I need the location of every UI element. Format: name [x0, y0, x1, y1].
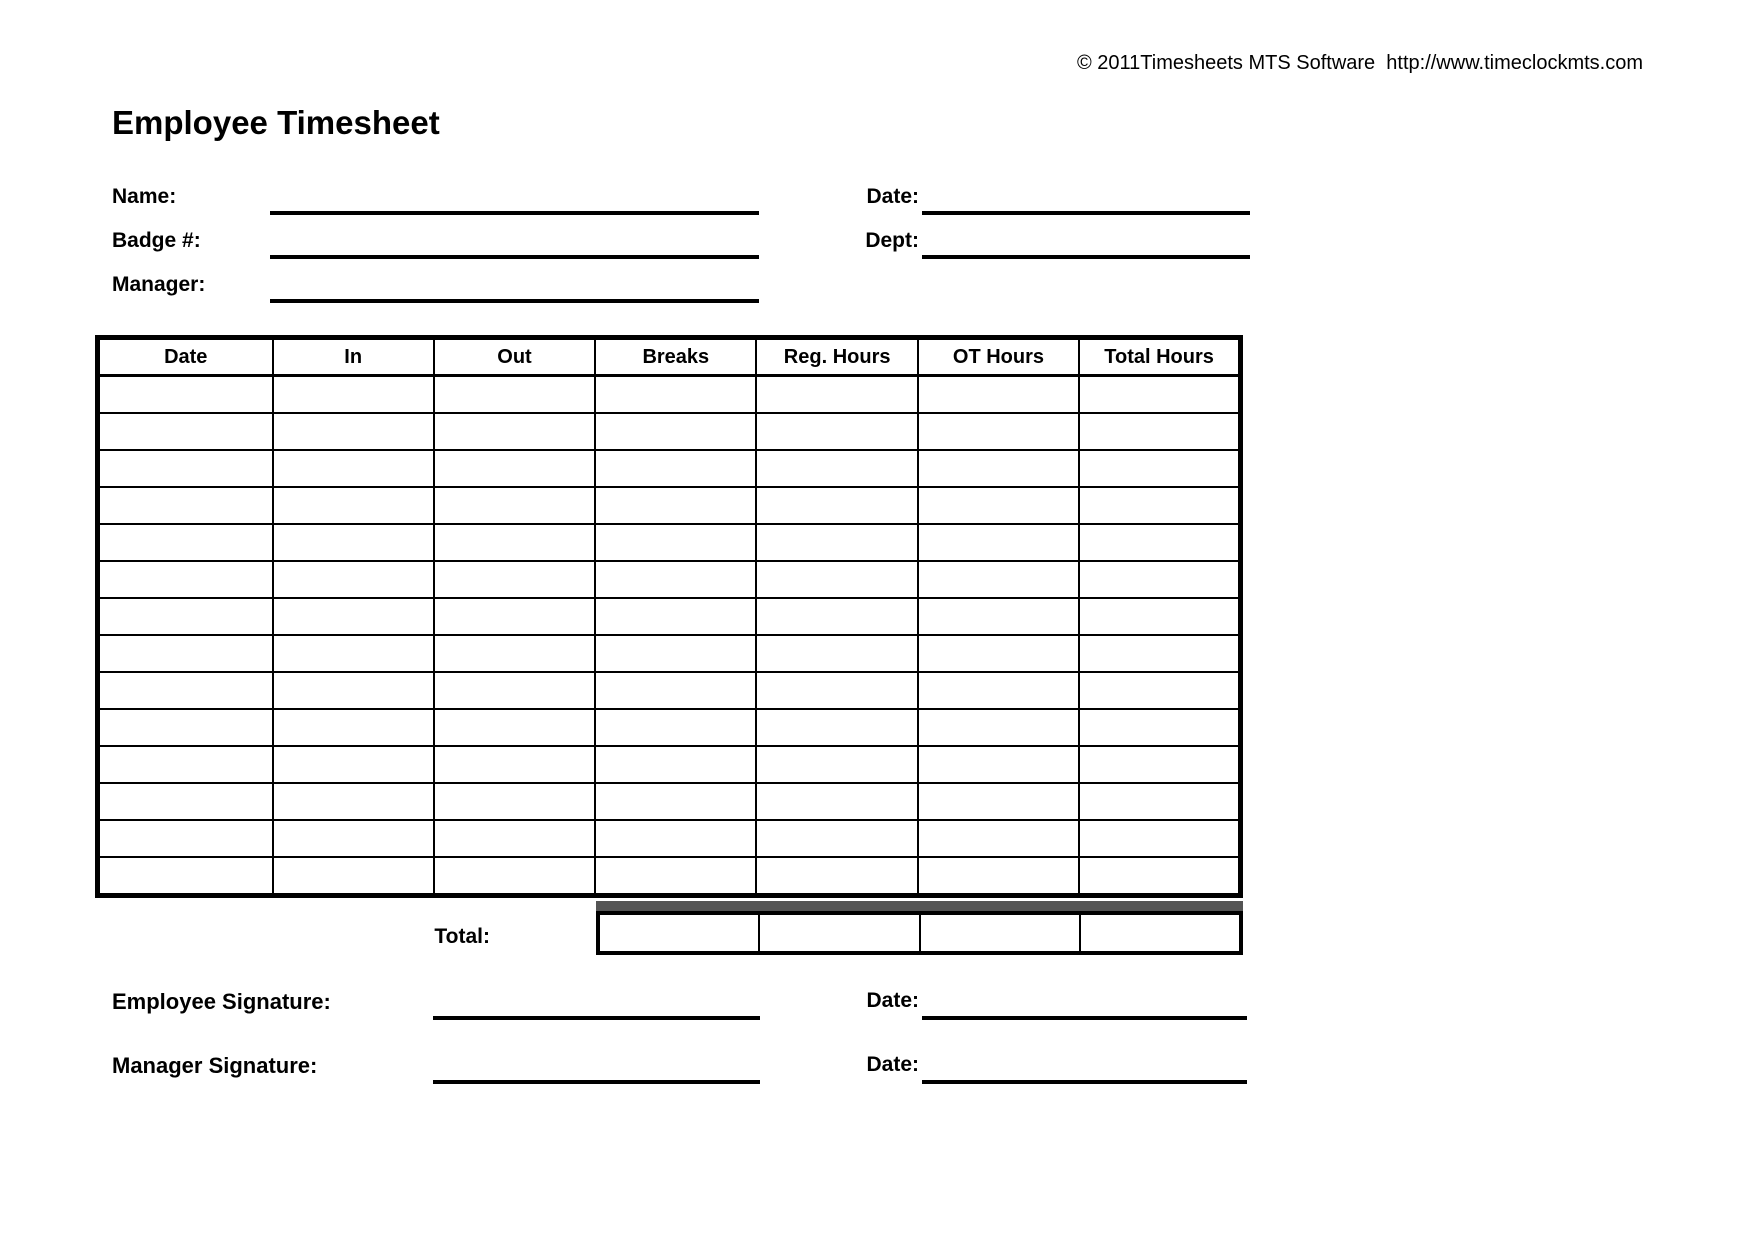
- table-cell[interactable]: [756, 746, 917, 783]
- copyright-text: © 2011Timesheets MTS Software http://www.timeclockmts.com: [1076, 52, 1643, 74]
- table-cell[interactable]: [98, 635, 273, 672]
- table-cell[interactable]: [756, 561, 917, 598]
- table-cell[interactable]: [756, 709, 917, 746]
- table-cell[interactable]: [756, 857, 917, 896]
- table-cell[interactable]: [756, 598, 917, 635]
- page-title: Employee Timesheet: [112, 104, 440, 141]
- table-cell[interactable]: [1079, 376, 1240, 414]
- column-header-out: Out: [434, 338, 595, 376]
- table-cell[interactable]: [595, 820, 756, 857]
- table-cell[interactable]: [434, 635, 595, 672]
- table-cell[interactable]: [918, 783, 1079, 820]
- total-cell[interactable]: [758, 915, 918, 951]
- table-row: [98, 598, 1241, 635]
- table-cell[interactable]: [98, 820, 273, 857]
- table-cell[interactable]: [434, 450, 595, 487]
- table-cell[interactable]: [595, 746, 756, 783]
- table-row: [98, 450, 1241, 487]
- table-cell[interactable]: [273, 487, 434, 524]
- table-cell[interactable]: [756, 820, 917, 857]
- table-cell[interactable]: [918, 376, 1079, 414]
- total-cell[interactable]: [600, 915, 758, 951]
- table-cell[interactable]: [595, 450, 756, 487]
- table-cell[interactable]: [595, 598, 756, 635]
- table-row: [98, 376, 1241, 414]
- table-cell[interactable]: [273, 598, 434, 635]
- table-cell[interactable]: [1079, 598, 1240, 635]
- column-header-ot-hours: OT Hours: [918, 338, 1079, 376]
- table-cell[interactable]: [1079, 709, 1240, 746]
- table-cell[interactable]: [595, 783, 756, 820]
- table-cell[interactable]: [918, 857, 1079, 896]
- column-header-total-hours: Total Hours: [1079, 338, 1240, 376]
- table-row: [98, 561, 1241, 598]
- table-cell[interactable]: [1079, 487, 1240, 524]
- table-cell[interactable]: [98, 487, 273, 524]
- table-cell[interactable]: [434, 413, 595, 450]
- table-cell[interactable]: [434, 487, 595, 524]
- table-cell[interactable]: [756, 487, 917, 524]
- total-cell[interactable]: [919, 915, 1079, 951]
- table-cell[interactable]: [1079, 524, 1240, 561]
- table-cell[interactable]: [595, 635, 756, 672]
- table-cell[interactable]: [273, 635, 434, 672]
- table-cell[interactable]: [434, 598, 595, 635]
- table-cell[interactable]: [1079, 635, 1240, 672]
- manager-signature-date-line[interactable]: [922, 1080, 1247, 1084]
- table-cell[interactable]: [595, 709, 756, 746]
- table-cell[interactable]: [756, 376, 917, 414]
- table-cell[interactable]: [273, 524, 434, 561]
- table-cell[interactable]: [434, 376, 595, 414]
- column-header-breaks: Breaks: [595, 338, 756, 376]
- manager-signature-label: Manager Signature:: [112, 1053, 318, 1078]
- total-label: Total:: [434, 925, 490, 948]
- table-cell[interactable]: [434, 524, 595, 561]
- table-cell[interactable]: [273, 857, 434, 896]
- timesheet-table: [95, 335, 1243, 898]
- table-cell[interactable]: [756, 635, 917, 672]
- table-row: [98, 413, 1241, 450]
- table-cell[interactable]: [434, 709, 595, 746]
- employee-signature-date-label: Date:: [866, 989, 919, 1012]
- total-row: [596, 911, 1243, 955]
- table-row: [98, 746, 1241, 783]
- date-label: Date:: [866, 185, 919, 208]
- table-cell[interactable]: [98, 450, 273, 487]
- table-row: [98, 487, 1241, 524]
- table-row: [98, 672, 1241, 709]
- table-cell[interactable]: [98, 746, 273, 783]
- table-cell[interactable]: [1079, 820, 1240, 857]
- table-cell[interactable]: [98, 709, 273, 746]
- column-header-date: Date: [98, 338, 273, 376]
- table-cell[interactable]: [595, 487, 756, 524]
- table-cell[interactable]: [434, 820, 595, 857]
- badge-input-line[interactable]: [270, 255, 759, 259]
- table-cell[interactable]: [434, 561, 595, 598]
- table-cell[interactable]: [918, 413, 1079, 450]
- manager-label: Manager:: [112, 273, 206, 296]
- table-cell[interactable]: [273, 450, 434, 487]
- table-cell[interactable]: [918, 709, 1079, 746]
- table-cell[interactable]: [98, 783, 273, 820]
- table-cell[interactable]: [756, 450, 917, 487]
- table-cell[interactable]: [918, 487, 1079, 524]
- column-header-reg-hours: Reg. Hours: [756, 338, 917, 376]
- employee-signature-date-line[interactable]: [922, 1016, 1247, 1020]
- total-divider-bar: [596, 901, 1243, 911]
- table-cell[interactable]: [273, 746, 434, 783]
- table-cell[interactable]: [98, 413, 273, 450]
- table-row: [98, 820, 1241, 857]
- badge-label: Badge #:: [112, 229, 201, 252]
- table-cell[interactable]: [595, 561, 756, 598]
- table-cell[interactable]: [1079, 783, 1240, 820]
- table-header-row: [98, 338, 1241, 376]
- name-input-line[interactable]: [270, 211, 759, 215]
- table-cell[interactable]: [1079, 672, 1240, 709]
- table-cell[interactable]: [1079, 450, 1240, 487]
- table-cell[interactable]: [756, 672, 917, 709]
- table-cell[interactable]: [98, 376, 273, 414]
- column-header-in: In: [273, 338, 434, 376]
- table-cell[interactable]: [273, 672, 434, 709]
- table-cell[interactable]: [1079, 746, 1240, 783]
- table-cell[interactable]: [595, 413, 756, 450]
- table-body: [98, 376, 1241, 896]
- table-cell[interactable]: [434, 746, 595, 783]
- name-label: Name:: [112, 185, 177, 208]
- table-cell[interactable]: [756, 783, 917, 820]
- table-cell[interactable]: [918, 598, 1079, 635]
- table-cell[interactable]: [918, 450, 1079, 487]
- employee-signature-label: Employee Signature:: [112, 989, 331, 1014]
- table-cell[interactable]: [756, 524, 917, 561]
- table-cell[interactable]: [273, 376, 434, 414]
- table-cell[interactable]: [273, 709, 434, 746]
- total-cell[interactable]: [1079, 915, 1239, 951]
- table-cell[interactable]: [98, 672, 273, 709]
- table-cell[interactable]: [918, 524, 1079, 561]
- table-cell[interactable]: [918, 820, 1079, 857]
- table-cell[interactable]: [595, 857, 756, 896]
- date-input-line[interactable]: [922, 211, 1250, 215]
- dept-label: Dept:: [865, 229, 919, 252]
- table-cell[interactable]: [918, 672, 1079, 709]
- manager-signature-line[interactable]: [433, 1080, 760, 1084]
- table-cell[interactable]: [434, 857, 595, 896]
- table-cell[interactable]: [98, 561, 273, 598]
- table-cell[interactable]: [273, 783, 434, 820]
- table-row: [98, 524, 1241, 561]
- dept-input-line[interactable]: [922, 255, 1250, 259]
- table-cell[interactable]: [1079, 561, 1240, 598]
- table-row: [98, 709, 1241, 746]
- table-cell[interactable]: [595, 524, 756, 561]
- table-cell[interactable]: [595, 376, 756, 414]
- manager-signature-date-label: Date:: [866, 1053, 919, 1076]
- table-cell[interactable]: [98, 857, 273, 896]
- table-cell[interactable]: [434, 672, 595, 709]
- table-cell[interactable]: [273, 561, 434, 598]
- table-row: [98, 783, 1241, 820]
- table-row: [98, 857, 1241, 896]
- table-cell[interactable]: [434, 783, 595, 820]
- table-cell[interactable]: [918, 635, 1079, 672]
- table-cell[interactable]: [595, 672, 756, 709]
- table-cell[interactable]: [1079, 857, 1240, 896]
- table-cell[interactable]: [918, 746, 1079, 783]
- manager-input-line[interactable]: [270, 299, 759, 303]
- table-cell[interactable]: [918, 561, 1079, 598]
- table-cell[interactable]: [273, 820, 434, 857]
- table-row: [98, 635, 1241, 672]
- table-cell[interactable]: [273, 413, 434, 450]
- table-cell[interactable]: [756, 413, 917, 450]
- table-cell[interactable]: [1079, 413, 1240, 450]
- table-cell[interactable]: [98, 524, 273, 561]
- table-cell[interactable]: [98, 598, 273, 635]
- employee-signature-line[interactable]: [433, 1016, 760, 1020]
